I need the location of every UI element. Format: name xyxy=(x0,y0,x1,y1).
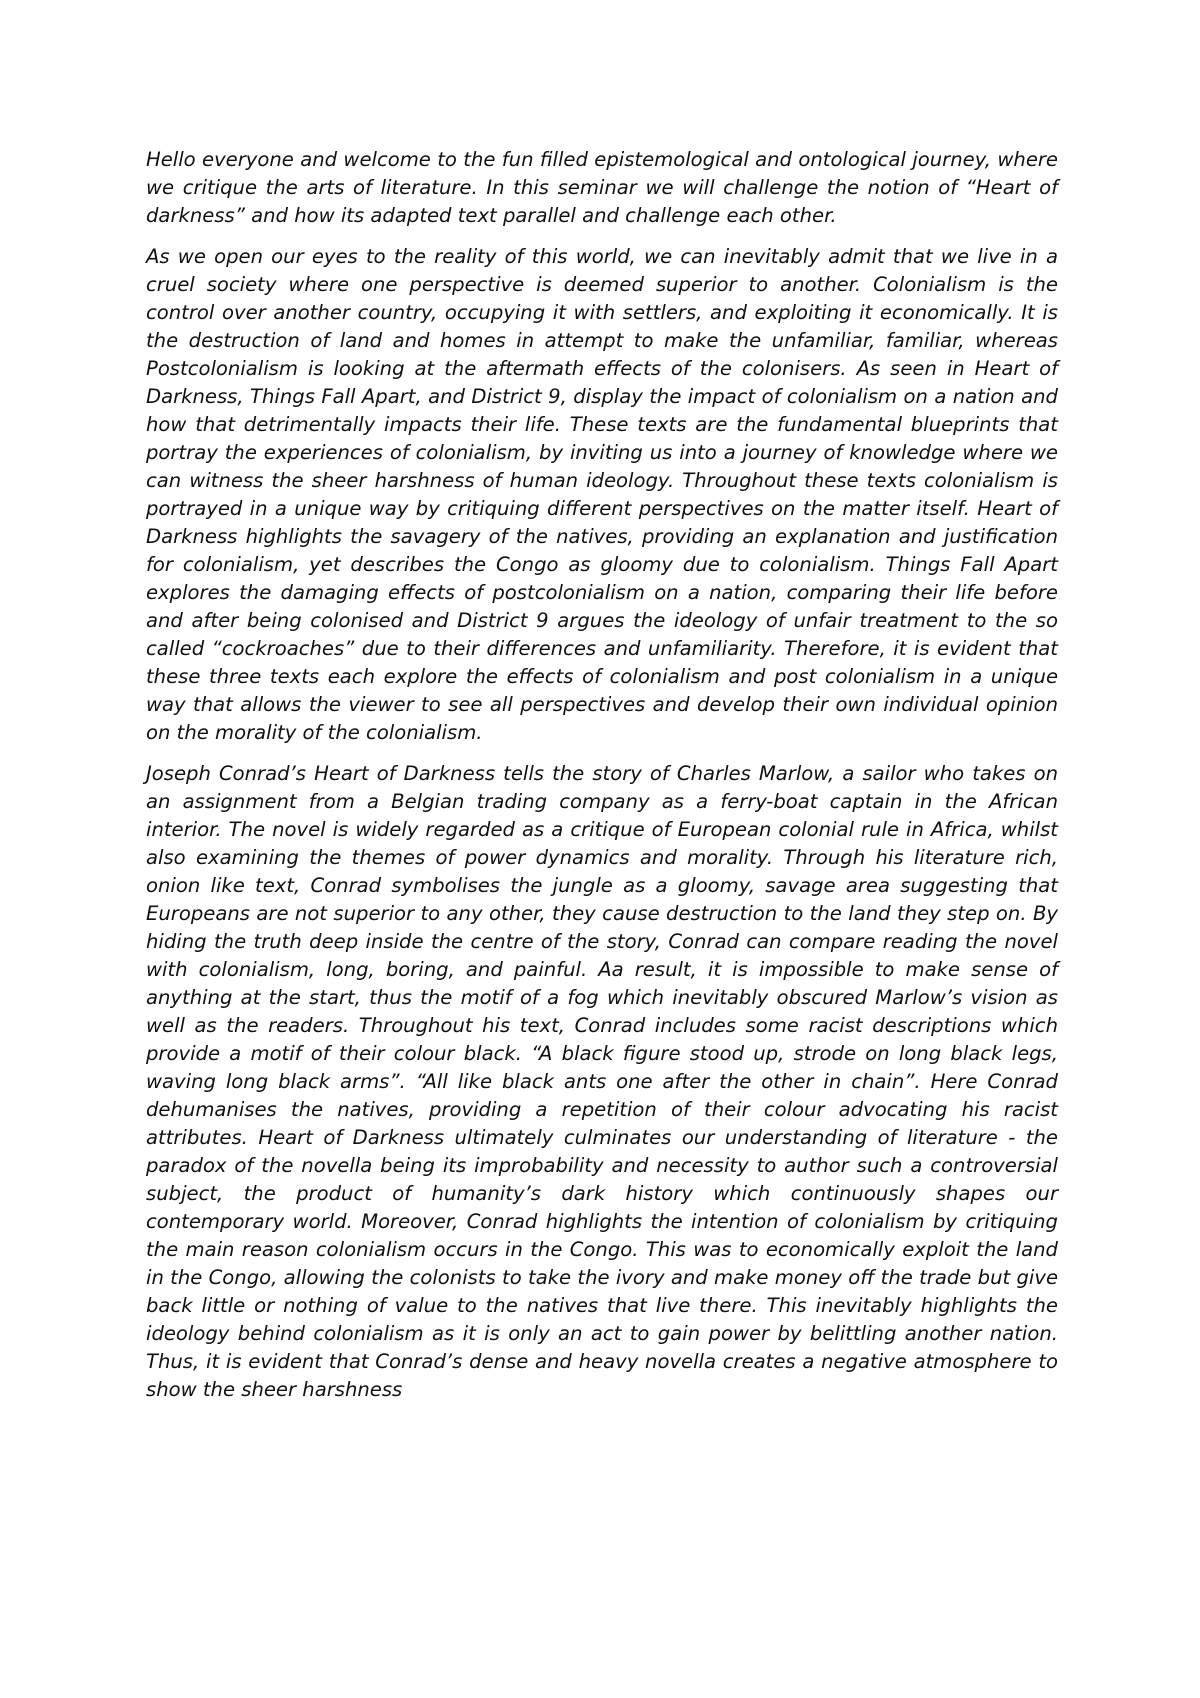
paragraph-intro: Hello everyone and welcome to the fun filled epistemological and ontological journey, where we critique the arts of literature. In this seminar we will challenge the notion of “Heart of darkness” and how its adapted text parallel and challenge each other. xyxy=(146,148,1058,227)
document-body xyxy=(146,146,1058,1417)
paragraph-colonialism-overview: As we open our eyes to the reality of this world, we can inevitably admit that we live in a cruel society where one perspective is deemed superior to another. Colonialism is the control over another country, occupying it with settlers, and exploiting it economically. It is the destruction of land and homes in attempt to make the unfamiliar, familiar, whereas Postcolonialism is looking at the aftermath effects of the colonisers. As seen in Heart of Darkness, Things Fall Apart, and District 9, display the impact of colonialism on a nation and how that detrimentally impacts their life. These texts are the fundamental blueprints that portray the experiences of colonialism, by inviting us into a journey of knowledge where we can witness the sheer harshness of human ideology. Throughout these texts colonialism is portrayed in a unique way by critiquing different perspectives on the matter itself. Heart of Darkness highlights the savagery of the natives, providing an explanation and justification for colonialism, yet describes the Congo as gloomy due to colonialism. Things Fall Apart explores the damaging effects of postcolonialism on a nation, comparing their life before and after being colonised and District 9 argues the ideology of unfair treatment to the so called “cockroaches” due to their differences and unfamiliarity. Therefore, it is evident that these three texts each explore the effects of colonialism and post colonialism in a unique way that allows the viewer to see all perspectives and develop their own individual opinion on the morality of the colonialism. xyxy=(146,245,1058,744)
paragraph-heart-of-darkness: Joseph Conrad’s Heart of Darkness tells the story of Charles Marlow, a sailor who takes on an assignment from a Belgian trading company as a ferry-boat captain in the African interior. The novel is widely regarded as a critique of European colonial rule in Africa, whilst also examining the themes of power dynamics and morality. Through his literature rich, onion like text, Conrad symbolises the jungle as a gloomy, savage area suggesting that Europeans are not superior to any other, they cause destruction to the land they step on. By hiding the truth deep inside the centre of the story, Conrad can compare reading the novel with colonialism, long, boring, and painful. Aa result, it is impossible to make sense of anything at the start, thus the motif of a fog which inevitably obscured Marlow’s vision as well as the readers. Throughout his text, Conrad includes some racist descriptions which provide a motif of their colour black. “A black figure stood up, strode on long black legs, waving long black arms”. “All like black ants one after the other in chain”. Here Conrad dehumanises the natives, providing a repetition of their colour advocating his racist attributes. Heart of Darkness ultimately culminates our understanding of literature - the paradox of the novella being its improbability and necessity to author such a controversial subject, the product of humanity’s dark history which continuously shapes our contemporary world. Moreover, Conrad highlights the intention of colonialism by critiquing the main reason colonialism occurs in the Congo. This was to economically exploit the land in the Congo, allowing the colonists to take the ivory and make money off the trade but give back little or nothing of value to the natives that live there. This inevitably highlights the ideology behind colonialism as it is only an act to gain power by belittling another nation. Thus, it is evident that Conrad’s dense and heavy novella creates a negative atmosphere to show the sheer harshness xyxy=(146,762,1058,1401)
